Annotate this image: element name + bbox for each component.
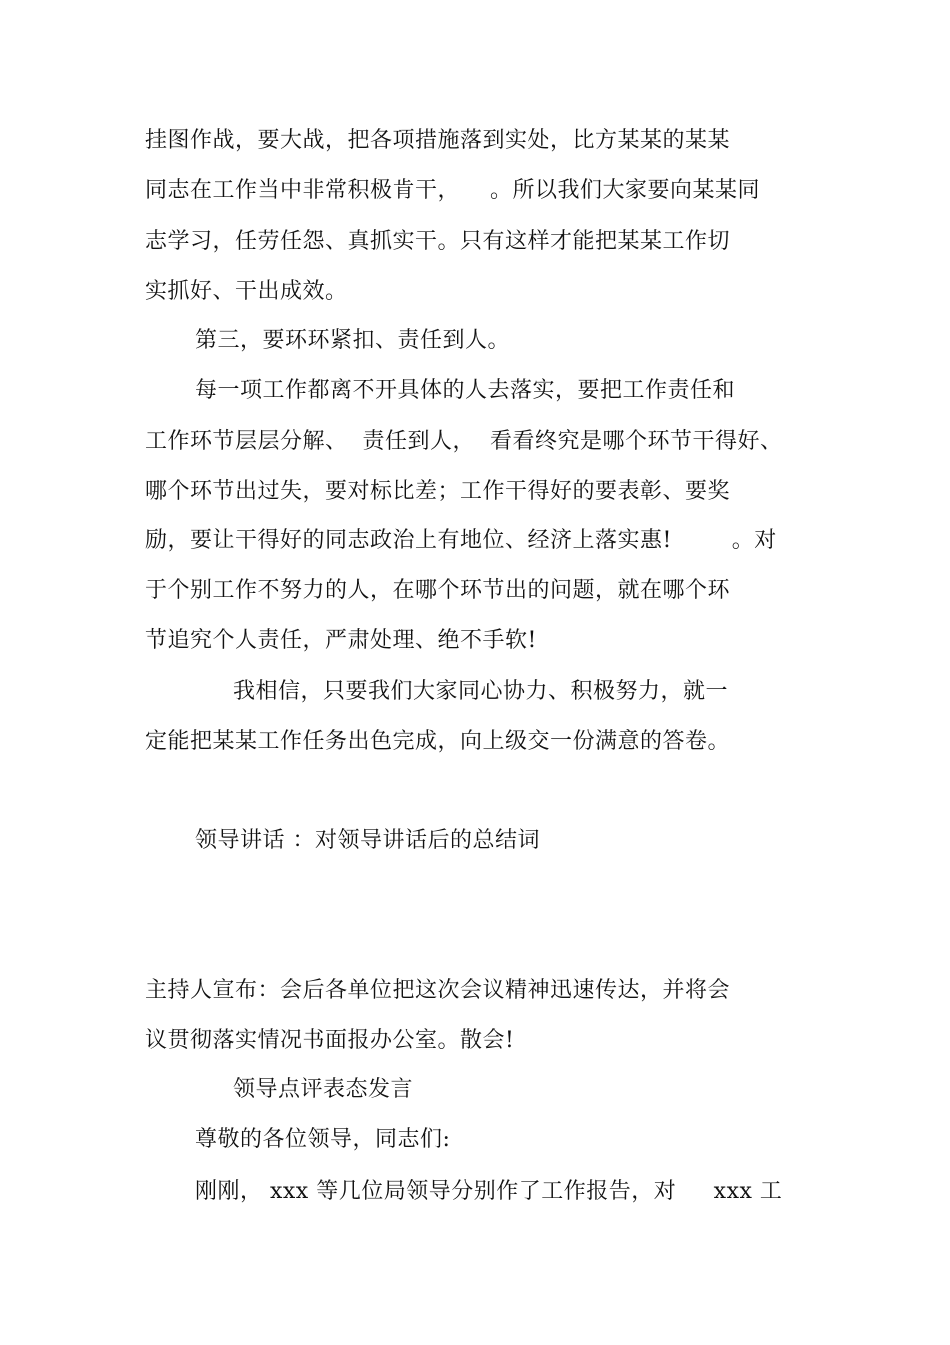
paragraph-line-8: 哪个环节出过失，要对标比差；工作干得好的要表彰、要奖 xyxy=(145,479,731,504)
section-title-comment-speech: 领导点评表态发言 xyxy=(233,1077,414,1102)
paragraph-line-11: 节追究个人责任，严肃处理、绝不手软! xyxy=(145,628,537,653)
paragraph-line-15: 主持人宣布：会后各单位把这次会议精神迅速传达，并将会 xyxy=(145,978,731,1003)
paragraph-line-7: 工作环节层层分解、 责任到人， 看看终究是哪个环节干得好、 xyxy=(145,429,783,454)
section-heading-third: 第三，要环环紧扣、责任到人。 xyxy=(195,328,511,353)
paragraph-line-16: 议贯彻落实情况书面报办公室。散会! xyxy=(145,1028,515,1053)
paragraph-line-12: 我相信，只要我们大家同心协力、积极努力，就一 xyxy=(233,679,729,704)
paragraph-line-19: 刚刚， xxx 等几位局领导分别作了工作报告，对 xxx 工 xyxy=(195,1179,783,1204)
paragraph-line-2: 同志在工作当中非常积极肯干， 。所以我们大家要向某某同 xyxy=(145,178,760,203)
paragraph-line-9: 励，要让干得好的同志政治上有地位、经济上落实惠! 。对 xyxy=(145,528,777,553)
paragraph-line-10: 于个别工作不努力的人，在哪个环节出的问题，就在哪个环 xyxy=(145,578,731,603)
paragraph-line-13: 定能把某某工作任务出色完成，向上级交一份满意的答卷。 xyxy=(145,729,731,754)
paragraph-line-1: 挂图作战，要大战，把各项措施落到实处，比方某某的某某 xyxy=(145,128,731,153)
paragraph-line-4: 实抓好、干出成效。 xyxy=(145,279,348,304)
paragraph-line-3: 志学习，任劳任怨、真抓实干。只有这样才能把某某工作切 xyxy=(145,229,731,254)
salutation-line: 尊敬的各位领导，同志们: xyxy=(195,1127,451,1152)
paragraph-line-6: 每一项工作都离不开具体的人去落实，要把工作责任和 xyxy=(195,378,736,403)
section-title-leader-speech: 领导讲话 ：对领导讲话后的总结词 xyxy=(195,828,540,853)
